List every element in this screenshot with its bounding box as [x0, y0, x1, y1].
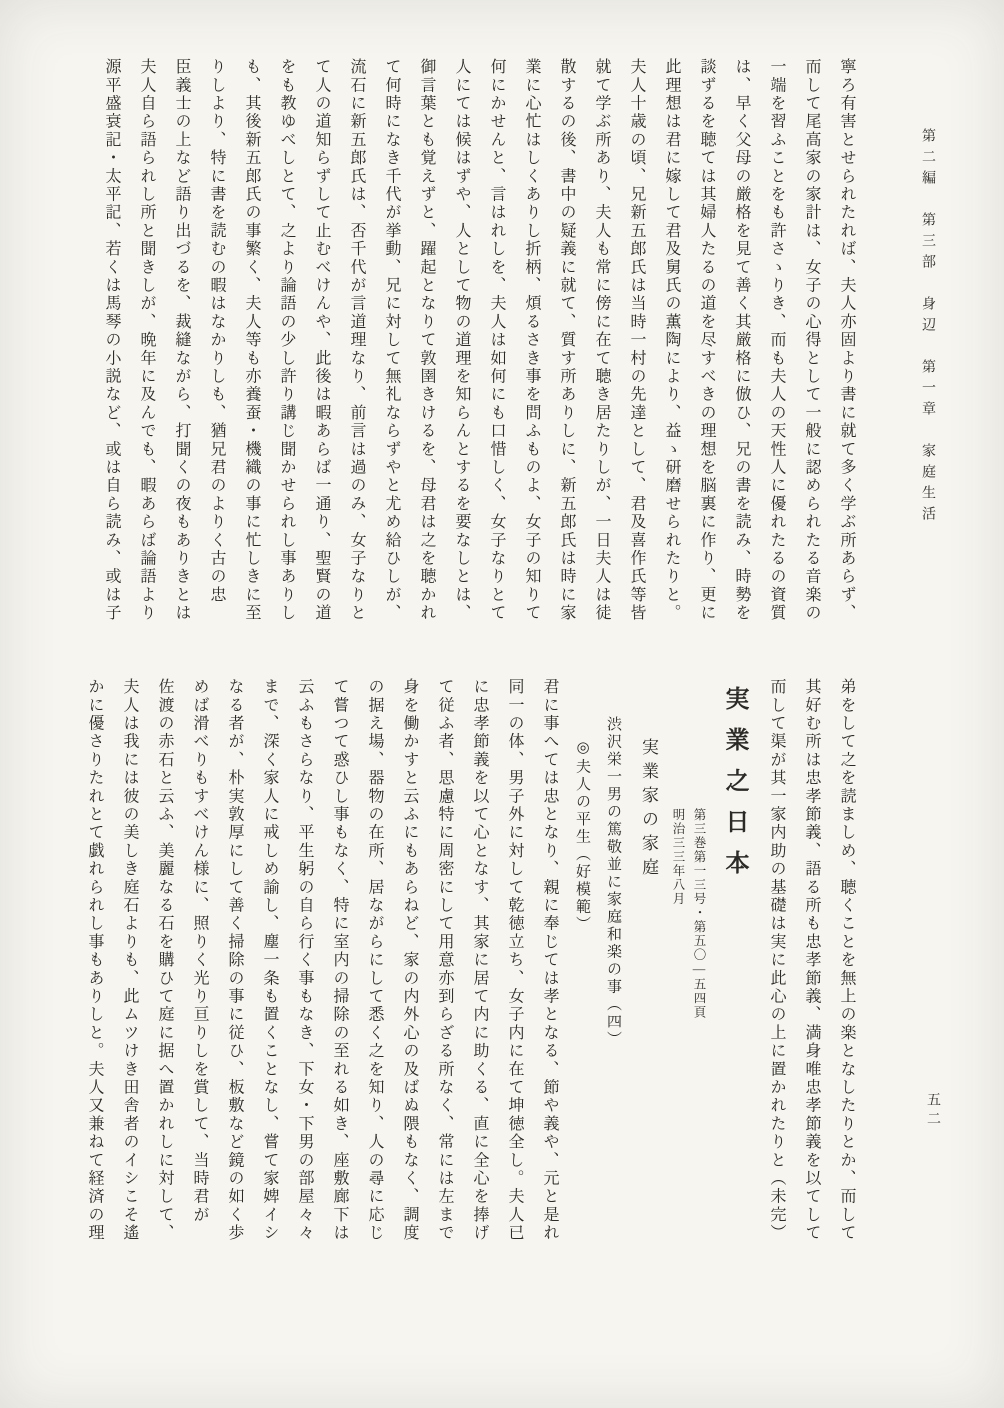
text-column: 御言葉とも覚えずと、躍起となりて敦圉きけるを、母君は之を聴かれ [418, 58, 435, 623]
text-column: 源平盛衰記・太平記、若くは馬琴の小説など、或は自ら読み、或は子 [103, 58, 120, 623]
page-number: 五二 [925, 1092, 940, 1130]
text-column: 一端を習ふことをも許さゝりき、而も夫人の天性人に優れたるの資質 [768, 58, 785, 623]
text-column: 散するの後、書中の疑義に就て、質す所ありしに、新五郎氏は時に家 [558, 58, 575, 623]
text-column: 君に事へては忠となり、親に奉じては孝となる、節や義や、元と是れ [541, 678, 558, 1243]
text-column: 談ずるを聴ては其婦人たるの道を尽すべきの理想を脳裏に作り、更に [698, 58, 715, 623]
bottom-text-block [77, 678, 864, 1300]
text-column: 其好む所は忠孝節義、語る所も忠孝節義、満身唯忠孝節義を以てして [803, 678, 820, 1243]
text-column: 人にては候はずや、人として物の道理を知らんとするを要なしとは、 [453, 58, 470, 623]
text-column: 夫人は我には彼の美しき庭石よりも、此ムツけき田舎者のイシこそ遙 [121, 678, 138, 1243]
text-column: 云ふもさらなり、平生躬の自ら行く事もなき、下女・下男の部屋々々 [296, 678, 313, 1243]
sub-heading: ◎夫人の平生（好模範） [574, 738, 590, 934]
source-citation [667, 678, 709, 1300]
text-column: も、其後新五郎氏の事繁く、夫人等も亦養蚕・機織の事に忙しきに至 [243, 58, 260, 623]
text-column: 寧ろ有害とせられたれば、夫人亦固より書に就て多く学ぶ所あらず、 [838, 58, 855, 623]
text-column: 業に心忙はしくありし折柄、煩るさき事を問ふものよ、女子の知りて [523, 58, 540, 623]
text-column: 此理想は君に嫁して君及舅氏の薫陶により、益ゝ研磨せられたりと。 [663, 58, 680, 623]
section-heading: 実業家の家庭 [639, 738, 658, 882]
text-column: 而して渠が其一家内助の基礎は実に此心の上に置かれたりと（未完） [768, 678, 785, 1243]
text-column: 身を働かすと云ふにもあらねど、家の内外心の及ばぬ隈もなく、調度 [401, 678, 418, 1243]
source-title: 実業之日本 [721, 686, 747, 891]
text-column: の据え場、器物の在所、居ながらにして悉く之を知り、人の尋に応じ [366, 678, 383, 1243]
text-column: 何にかせんと、言はれしを、夫人は如何にも口惜しく、女子なりとて [488, 58, 505, 623]
text-column: 夫人十歳の頃、兄新五郎氏は当時一村の先達として、君及喜作氏等皆 [628, 58, 645, 623]
top-text-block [94, 58, 864, 650]
text-column: て人の道知らずして止むべけんや、此後は暇あらば一通り、聖賢の道 [313, 58, 330, 623]
text-column: 就て学ぶ所あり、夫人も常に傍に在て聴き居たりしが、一日夫人は徒 [593, 58, 610, 623]
running-header: 第二編 第三部 身辺 第一章 家庭生活 [920, 128, 935, 527]
text-column: をも教ゆべしとて、之より論語の少し許り講じ聞かせられし事ありし [278, 58, 295, 623]
text-column: て従ふ者、思慮特に周密にして用意亦到らざる所なく、常には左まで [436, 678, 453, 1243]
text-column: て嘗つて惑ひし事もなく、特に室内の掃除の至れる如き、座敷廊下は [331, 678, 348, 1243]
text-column: 而して尾高家の家計は、女子の心得として一般に認められたる音楽の [803, 58, 820, 623]
text-column: めば滑べりもすべけん様に、照りく光り亘りしを賞して、当時君が [191, 678, 208, 1224]
source-date: 明治三三年八月 [671, 808, 685, 906]
article-title: 渋沢栄一男の篤敬並に家庭和楽の事（四） [605, 716, 621, 1049]
text-column: 夫人自ら語られし所と聞きしが、晩年に及んでも、暇あらば論語より [138, 58, 155, 623]
text-column: 流石に新五郎氏は、否千代が言道理なり、前言は過のみ、女子なりと [348, 58, 365, 623]
text-column: りしより、特に書を読むの暇はなかりしも、猶兄君のよりく古の忠 [208, 58, 225, 604]
text-column: 弟をして之を読ましめ、聴くことを無上の楽となしたりとか、而して [838, 678, 855, 1243]
text-column: 同一の体、男子外に対して乾徳立ち、女子内に在て坤徳全し。夫人已 [506, 678, 523, 1243]
text-column: かに優さりたれとて戯れられし事もありしと。夫人又兼ねて経済の理 [86, 678, 103, 1243]
text-column: 臣義士の上など語り出づるを、裁縫ながら、打聞くの夜もありきとは [173, 58, 190, 623]
text-column: 佐渡の赤石と云ふ、美麗なる石を購ひて庭に据へ置かれしに対して、 [156, 678, 173, 1243]
text-column: なる者が、朴実敦厚にして善く掃除の事に従ひ、板敷など鏡の如く歩 [226, 678, 243, 1243]
text-column: まで、深く家人に戒しめ諭し、塵一条も置くことなし、嘗て家婢イシ [261, 678, 278, 1243]
text-column: は、早く父母の厳格を見て善く其厳格に倣ひ、兄の書を読み、時勢を [733, 58, 750, 623]
source-issue: 第三巻第一三号・第五〇—五四頁 [692, 808, 706, 1020]
text-column: に忠孝節義を以て心となす、其家に居て内に助くる、直に全心を捧げ [471, 678, 488, 1243]
text-column: て何時になき千代が挙動、兄に対して無礼ならずやと尤め給ひしが、 [383, 58, 400, 623]
